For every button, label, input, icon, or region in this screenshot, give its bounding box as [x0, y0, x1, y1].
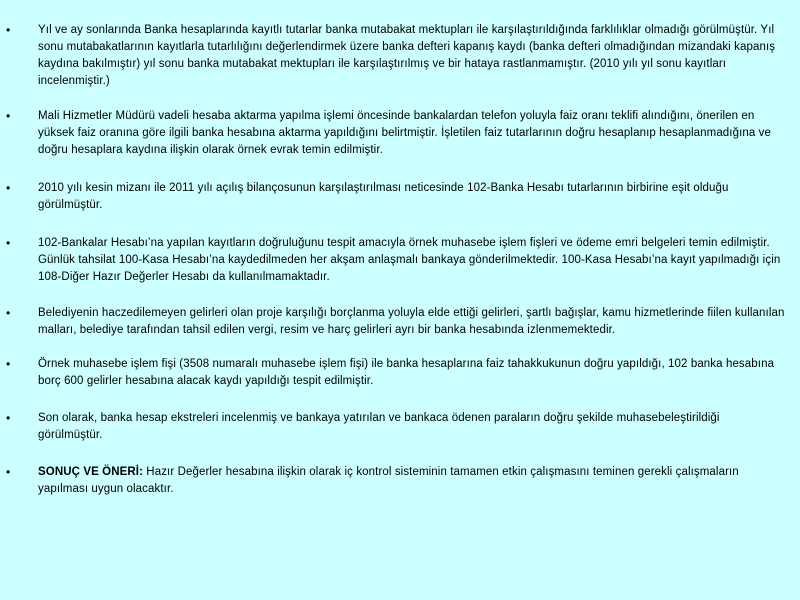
list-item	[6, 305, 786, 339]
list-item	[6, 108, 786, 159]
bullet-icon: •	[6, 465, 11, 479]
bullet-icon: •	[6, 411, 11, 425]
paragraph: Belediyenin haczedilemeyen gelirleri olan proje karşılığı borçlanma yoluyla elde ettiği gelirleri, şartlı bağışlar, kamu hizmetlerinde fiilen kullanılan malları, belediye tarafından tahsil edilen vergi, resim ve harç gelirleri ayrı bir banka hesabında izlenmemektedir.	[38, 307, 785, 336]
list-item	[6, 22, 786, 90]
bullet-icon: •	[6, 306, 11, 320]
paragraph: 2010 yılı kesin mizanı ile 2011 yılı açılış bilançosunun karşılaştırılması neticesinde 102-Banka Hesabı tutarlarının birbirine eşit olduğu görülmüştür.	[38, 182, 729, 211]
paragraph: Yıl ve ay sonlarında Banka hesaplarında kayıtlı tutarlar banka mutabakat mektupları ile karşılaştırıldığında farklılıklar olmadığı görülmüştür. Yıl sonu mutabakatlarının kayıtlarla tutarlılığını değerlendirmek üzere banka defteri kapanış kaydı (banka defteri olmadığından mizandaki kapanış kaydına bakılmıştır) yıl sonu banka mutabakat mektupları ile karşılaştırılmış ve bir hataya rastlanmamıştır. (2010 yılı yıl sonu kayıtları incelenmiştir.)	[38, 24, 776, 87]
conclusion-text: Hazır Değerler hesabına ilişkin olarak iç kontrol sisteminin tamamen etkin çalışmasını teminen gerekli çalışmaların yapılması uygun olacaktır.	[38, 466, 739, 495]
bullet-icon: •	[6, 181, 11, 195]
conclusion-heading: SONUÇ VE ÖNERİ:	[38, 466, 144, 478]
list-item	[6, 410, 786, 444]
paragraph: Mali Hizmetler Müdürü vadeli hesaba aktarma yapılma işlemi öncesinde bankalardan telefon yoluyla faiz oranı teklifi alındığını, önerilen en yüksek faiz oranına göre ilgili banka hesabına aktarma yapıldığını belirtmiştir. İşletilen faiz tutarlarının doğru hesaplanıp hesaplanmadığına ve doğru hesaplara kaydına ilişkin olarak örnek evrak temin edilmiştir.	[38, 110, 772, 156]
paragraph: Son olarak, banka hesap ekstreleri incelenmiş ve bankaya yatırılan ve bankaca ödenen paraların doğru şekilde muhasebeleştirildiği görülmüştür.	[38, 412, 720, 441]
paragraph	[38, 464, 786, 498]
bullet-icon: •	[6, 23, 11, 37]
paragraph: 102-Bankalar Hesabı’na yapılan kayıtların doğruluğunu tespit amacıyla örnek muhasebe işlem fişleri ve ödeme emri belgeleri temin edilmiştir. Günlük tahsilat 100-Kasa Hesabı’na kaydedilmeden her akşam anlaşmalı bankaya gönderilmektedir. 100-Kasa Hesabı’na kayıt yapılmadığı için 108-Diğer Hazır Değerler Hesabı da kullanılmamaktadır.	[38, 237, 781, 283]
bullet-icon: •	[6, 357, 11, 371]
paragraph: Örnek muhasebe işlem fişi (3508 numaralı muhasebe işlem fişi) ile banka hesaplarına faiz tahakkukunun doğru yapıldığı, 102 banka hesabına borç 600 gelirler hesabına alacak kaydı yapıldığı tespit edilmiştir.	[38, 358, 775, 387]
bullet-icon: •	[6, 109, 11, 123]
list-item	[6, 180, 786, 214]
list-item	[6, 235, 786, 286]
list-item	[6, 464, 786, 498]
bullet-icon: •	[6, 236, 11, 250]
list-item	[6, 356, 786, 390]
